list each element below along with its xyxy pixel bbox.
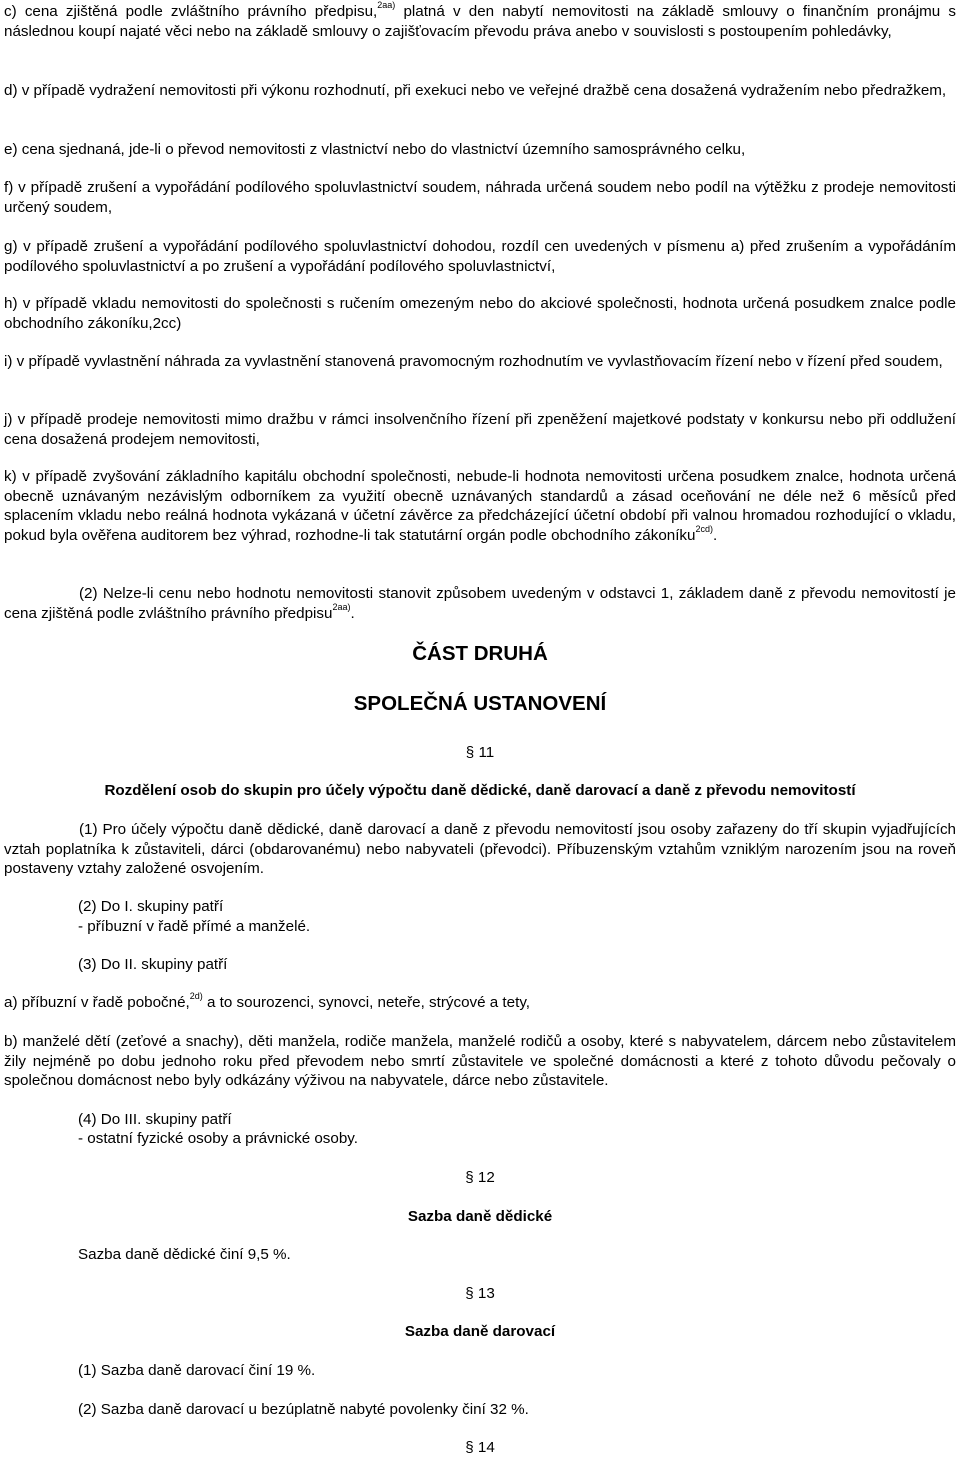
part-title: SPOLEČNÁ USTANOVENÍ bbox=[353, 692, 607, 715]
item-c bbox=[4, 2, 956, 41]
item-c-text: c) cena zjištěná podle zvláštního právního předpisu, bbox=[4, 3, 378, 20]
section-11-title: Rozdělení osob do skupin pro účely výpočtu daně dědické, daně darovací a daně z převodu nemovitostí bbox=[104, 782, 856, 799]
section-13-paragraph-2: (2) Sazba daně darovací u bezúplatně nabyté povolenky činí 32 %. bbox=[78, 1401, 529, 1418]
paragraph-2-text: (2) Nelze-li cenu nebo hodnotu nemovitosti stanovit způsobem uvedeným v odstavci 1, základem daně z převodu nemovitostí je cena zjištěná podle zvláštního právního předpisu bbox=[4, 585, 956, 622]
section-11-paragraph-1: (1) Pro účely výpočtu daně dědické, daně darovací a daně z převodu nemovitostí jsou osoby zařazeny do tří skupin vyjadřujících vztah poplatníka k zůstaviteli, dárci (obdarovanému) nebo nabyvateli (převodci). Příbuzenským vztahům vzniklým narozením jsou na roveň postaveny vztahy založené osvojením. bbox=[4, 821, 956, 878]
item-i: i) v případě vyvlastnění náhrada za vyvlastnění stanovená pravomocným rozhodnutím ve vyvlastňovacím řízení nebo v řízení před soudem, bbox=[4, 353, 943, 370]
item-g: g) v případě zrušení a vypořádání podílového spoluvlastnictví dohodou, rozdíl cen uvedených v písmenu a) před zrušením a vypořádáním podílového spoluvlastnictví a po zrušení a vypořádání podílového spoluvlastnictví, bbox=[4, 238, 956, 275]
section-12-number: § 12 bbox=[465, 1169, 495, 1186]
item-c-text-cont: platná v den nabytí nemovitosti na základě smlouvy o finančním pronájmu s následnou koupí najaté věci nebo na základě smlouvy o zajišťovacím převodu práva anebo v souvislosti s postoupením pohledávky, bbox=[4, 3, 956, 40]
section-13-title: Sazba daně darovací bbox=[404, 1323, 556, 1340]
section-11-paragraph-3-heading: (3) Do II. skupiny patří bbox=[78, 956, 228, 973]
item-h: h) v případě vkladu nemovitosti do společnosti s ručením omezeným nebo do akciové společnosti, hodnota určená posudkem znalce podle obchodního zákoníku,2cc) bbox=[4, 295, 956, 332]
item-d: d) v případě vydražení nemovitosti při výkonu rozhodnutí, při exekuci nebo ve veřejné dražbě cena dosažená vydražením nebo předražkem, bbox=[4, 82, 947, 99]
section-12-title: Sazba daně dědické bbox=[407, 1208, 553, 1225]
item-e: e) cena sjednaná, jde-li o převod nemovitosti z vlastnictví nebo do vlastnictví územního samosprávného celku, bbox=[4, 141, 746, 158]
footnote-ref: 2d) bbox=[189, 991, 203, 1001]
section-11-paragraph-2-item: - příbuzní v řadě přímé a manželé. bbox=[78, 918, 311, 935]
section-13-paragraph-1: (1) Sazba daně darovací činí 19 %. bbox=[78, 1362, 316, 1379]
section-11-item-b: b) manželé dětí (zeťové a snachy), děti manžela, rodiče manžela, manželé rodičů a osoby, které s nabyvatelem, dárcem nebo zůstavitelem žily nejméně po dobu jednoho roku před převodem nebo smrtí zůstavitele ve společné domácnosti a které z tohoto důvodu pečovaly o společnou domácnost nebo byly odkázány výživou na nabyvatele, dárce nebo zůstavitele. bbox=[4, 1033, 956, 1090]
part-heading: ČÁST DRUHÁ bbox=[412, 642, 548, 665]
section-12-text: Sazba daně dědické činí 9,5 %. bbox=[78, 1246, 291, 1263]
footnote-ref: 2cd) bbox=[695, 524, 713, 535]
section-11-paragraph-4-item: - ostatní fyzické osoby a právnické osoby. bbox=[78, 1130, 358, 1147]
item-k: k) v případě zvyšování základního kapitálu obchodní společnosti, nebude-li hodnota nemovitosti určena posudkem znalce, hodnota určená obecně uznávaným nezávislým odborníkem za využití obecně uznávaných standardů a zásad oceňování ne déle než 6 měsíců před splacením vkladu nebo reálná hodnota vykázaná v účetní závěrce za předcházející účetní období při valnou hromadou rozhodující o vkladu, pokud byla ověřena auditorem bez výhrad, rozhodne-li tak statutární orgán podle obchodního zákoníku$^{2cd)}$. bbox=[4, 468, 956, 545]
item-k-text: k) v případě zvyšování základního kapitálu obchodní společnosti, nebude-li hodnota nemovitosti určena posudkem znalce, hodnota určená obecně uznávaným nezávislým odborníkem za využití obecně uznávaných standardů a zásad oceňování ne déle než 6 měsíců před splacením vkladu nebo reálná hodnota vykázaná v účetní závěrce za předcházející účetní období při valnou hromadou rozhodující o vkladu, pokud byla ověřena auditorem bez výhrad, rozhodne-li tak statutární orgán podle obchodního zákoníku bbox=[4, 468, 956, 545]
section-11-number: § 11 bbox=[465, 744, 495, 761]
section-14-number: § 14 bbox=[465, 1439, 495, 1456]
footnote-ref: 2aa) bbox=[377, 0, 396, 10]
item-j: j) v případě prodeje nemovitosti mimo dražbu v rámci insolvenčního řízení při zpeněžení majetkové podstaty v konkursu nebo při oddlužení cena dosažená prodejem nemovitosti, bbox=[4, 411, 956, 448]
section-11-paragraph-2-heading: (2) Do I. skupiny patří bbox=[78, 898, 224, 915]
paragraph-2: (2) Nelze-li cenu nebo hodnotu nemovitosti stanovit způsobem uvedeným v odstavci 1, základem daně z převodu nemovitostí je cena zjištěná podle zvláštního právního předpisu$^{2aa)}$. bbox=[4, 585, 956, 622]
section-11-paragraph-4-heading: (4) Do III. skupiny patří bbox=[78, 1111, 232, 1128]
section-13-number: § 13 bbox=[465, 1285, 495, 1302]
section-11-item-a: a) příbuzní v řadě pobočné,$^{2d)}$ a to sourozenci, synovci, neteře, strýcové a tety, bbox=[4, 991, 531, 1011]
footnote-ref: 2aa) bbox=[332, 601, 351, 612]
item-f: f) v případě zrušení a vypořádání podílového spoluvlastnictví soudem, náhrada určená soudem nebo podíl na výtěžku z prodeje nemovitosti určený soudem, bbox=[4, 179, 956, 216]
